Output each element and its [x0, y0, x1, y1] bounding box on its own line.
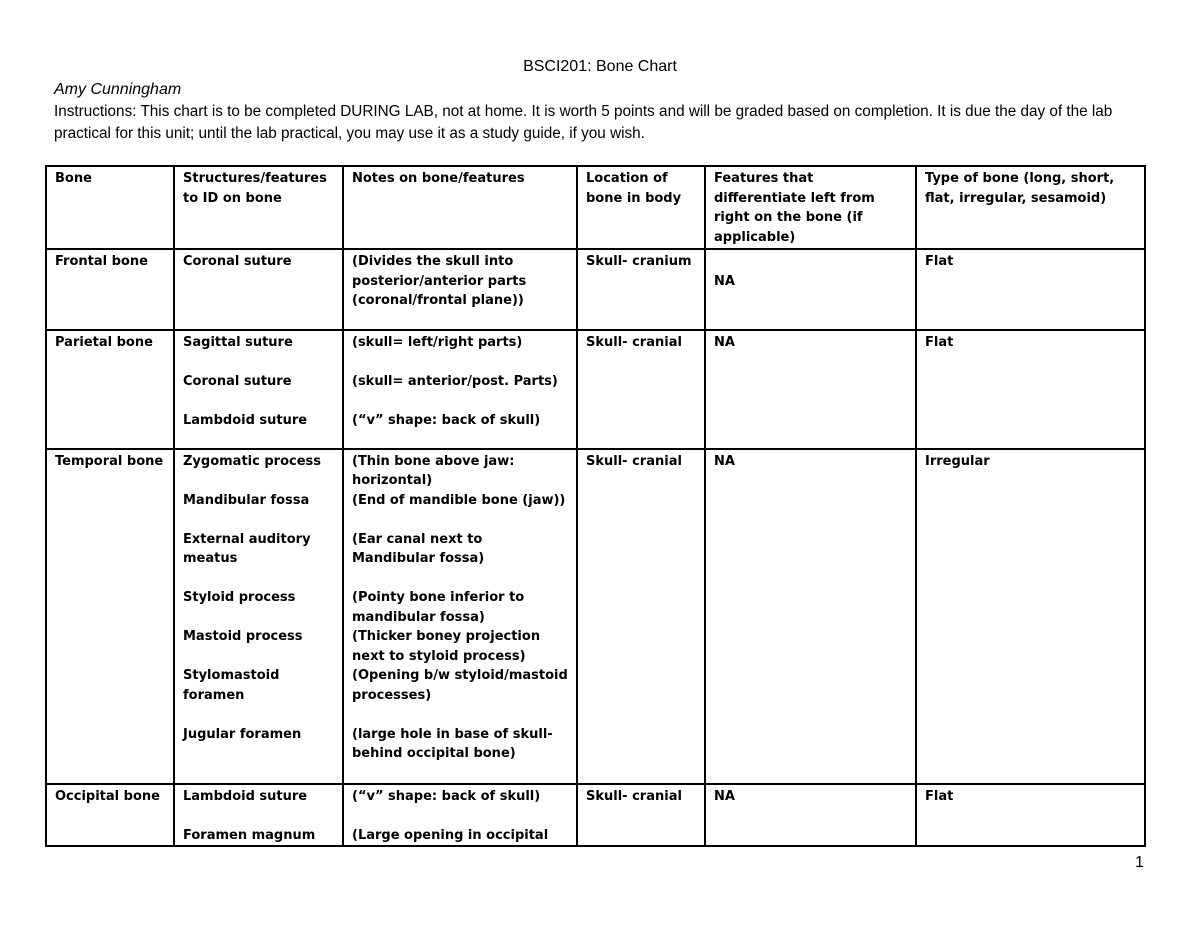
location-cell: Skull- cranium: [577, 249, 705, 330]
header-structures: Structures/features to ID on bone: [174, 166, 343, 249]
left-right-cell: NA: [705, 449, 916, 784]
bone-type-cell: Flat: [916, 330, 1145, 449]
structure-item: External auditory meatus: [183, 531, 311, 566]
bone-name: Parietal bone: [46, 330, 174, 449]
location-cell: Skull- cranial: [577, 330, 705, 449]
table-row: [46, 449, 1145, 784]
note-item: (“v” shape: back of skull): [352, 412, 541, 428]
header-bone-type: Type of bone (long, short, flat, irregular, sesamoid): [916, 166, 1145, 249]
author-name: Amy Cunningham: [54, 81, 182, 98]
bone-type-cell: Irregular: [916, 449, 1145, 784]
note-item: (Opening b/w styloid/mastoid processes): [352, 668, 568, 703]
bone-name: Temporal bone: [46, 449, 174, 784]
note-item: (Ear canal next to Mandibular fossa): [352, 531, 485, 566]
left-right-cell: NA: [705, 784, 916, 847]
bone-name: Frontal bone: [46, 249, 174, 330]
page-number: 1: [1135, 854, 1144, 871]
notes-cell: [343, 330, 577, 449]
note-item: (Thicker boney projection next to styloid process): [352, 629, 541, 664]
bone-type-cell: Flat: [916, 249, 1145, 330]
left-right-cell: NA: [705, 330, 916, 449]
structure-item: Mandibular fossa: [183, 492, 310, 508]
notes-cell: [343, 449, 577, 784]
bone-type-cell: Flat: [916, 784, 1145, 847]
notes-cell: [343, 784, 577, 847]
header-left-right: Features that differentiate left from right on the bone (if applicable): [705, 166, 916, 249]
structure-item: Stylomastoid foramen: [183, 668, 280, 703]
structure-item: Jugular foramen: [183, 726, 302, 742]
page-title: BSCI201: Bone Chart: [523, 58, 677, 75]
structure-item: Styloid process: [183, 590, 296, 605]
structure-item: Mastoid process: [183, 629, 303, 644]
notes-cell: [343, 249, 577, 330]
table-row: [46, 330, 1145, 449]
table-row: [46, 784, 1145, 847]
bone-name: Occipital bone: [46, 784, 174, 847]
structure-item: Lambdoid suture: [183, 788, 308, 804]
structure-item: Foramen magnum: [183, 827, 316, 843]
header-bone: Bone: [46, 166, 174, 249]
structures-cell: [174, 249, 343, 330]
table-row: [46, 249, 1145, 330]
structure-item: Sagittal suture: [183, 334, 293, 350]
structure-item: Coronal suture: [183, 254, 292, 269]
header-notes: Notes on bone/features: [343, 166, 577, 249]
structure-item: Coronal suture: [183, 373, 292, 389]
structure-item: Lambdoid suture: [183, 412, 308, 428]
header-location: Location of bone in body: [577, 166, 705, 249]
note-item: (Divides the skull into posterior/anterior parts (coronal/frontal plane)): [352, 254, 527, 308]
structure-item: Zygomatic process: [183, 453, 322, 469]
note-item: (skull= anterior/post. Parts): [352, 373, 558, 389]
note-item: (End of mandible bone (jaw)): [352, 492, 566, 508]
bone-chart-table: [45, 165, 1146, 847]
note-item: (Thin bone above jaw: horizontal): [352, 453, 515, 488]
note-item: (skull= left/right parts): [352, 334, 523, 350]
table-header-row: [46, 166, 1145, 249]
note-item: (“v” shape: back of skull): [352, 788, 541, 804]
structures-cell: [174, 784, 343, 847]
note-item: (Pointy bone inferior to mandibular fossa): [352, 590, 525, 625]
note-item: (large hole in base of skull- behind occipital bone): [352, 726, 553, 761]
location-cell: Skull- cranial: [577, 449, 705, 784]
location-cell: Skull- cranial: [577, 784, 705, 847]
structures-cell: [174, 449, 343, 784]
left-right-cell: NA: [705, 249, 916, 330]
instructions-paragraph: Instructions: This chart is to be completed DURING LAB, not at home. It is worth 5 points and will be graded based on completion. It is due the day of the lab practical for this unit; until the lab practical, you may use it as a study guide, if you wish.: [54, 103, 1113, 142]
note-item: (Large opening in occipital: [352, 827, 549, 843]
structures-cell: [174, 330, 343, 449]
